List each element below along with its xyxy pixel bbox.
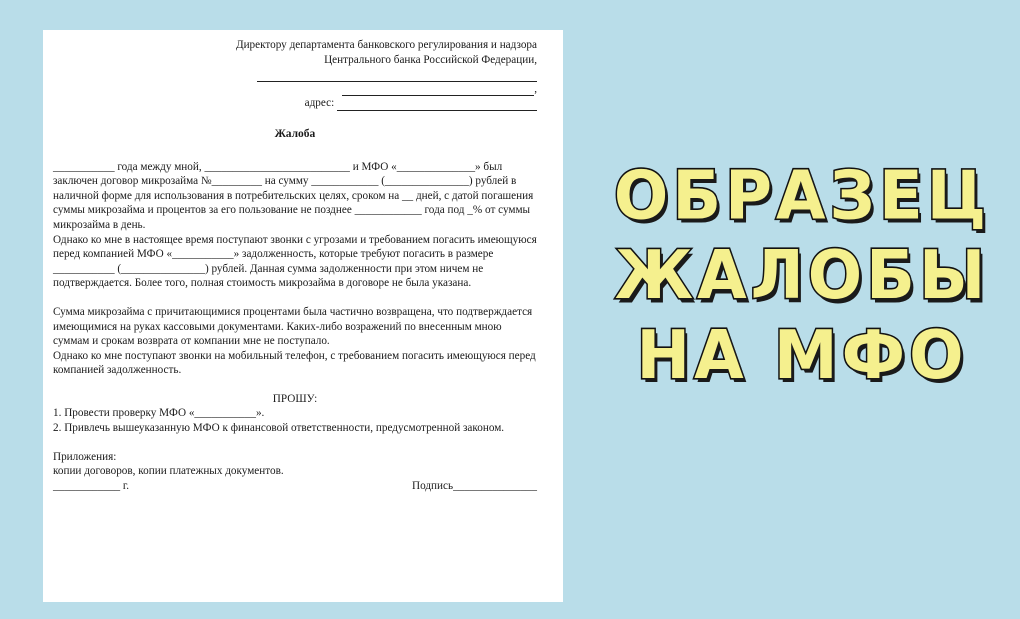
headline-line-1: ОБРАЗЕЦ — [613, 157, 991, 236]
addressee-line-2: Центрального банка Российской Федерации, — [324, 53, 537, 66]
name-blank-line — [257, 69, 537, 82]
attachments-label: Приложения: — [53, 450, 117, 463]
date-line: ____________ г. — [53, 479, 130, 492]
headline — [602, 156, 1002, 395]
addressee-line-1: Директору департамента банковского регулирования и надзора — [235, 39, 537, 51]
attachments-text: копии договоров, копии платежных документов. — [53, 465, 284, 478]
signature-line: Подпись_______________ — [412, 479, 537, 492]
request-heading: ПРОШУ: — [272, 392, 318, 405]
paragraph-calls: Однако ко мне в настоящее время поступают звонки с угрозами и требованием погасить имеющуюся перед компанией МФО «___________» задолженность, которые требуют погасить в размере ___________ (_______________) рублей. Данная сумма задолженности при этом ничем не подтверждается. Более того, полная стоимость микрозайма в договоре не была указана. — [53, 233, 537, 290]
addressee-block — [53, 38, 537, 111]
headline-line-2: ЖАЛОБЫ — [614, 237, 990, 315]
paragraph-repayment: Сумма микрозайма с причитающимися процентами была частично возвращена, что подтверждается имеющимися на руках кассовыми документами. Каких-либо возражений по внесенным мною суммам и срокам возврата от компании мне не поступало. — [53, 305, 533, 348]
name-blank-line-2 — [342, 83, 534, 96]
paragraph-contract: ___________ года между мной, __________________________ и МФО «______________» был заключен договор микрозайма №_________ на сумму ____________ (_______________) рублей в наличной форме для использования в потребительских целях, сроком на __ дней, с датой погашения суммы микрозайма и процентов за его пользование не позднее ____________ года под _% от суммы микрозайма в день. — [53, 160, 534, 231]
request-item-1: 1. Провести проверку МФО «___________». — [53, 407, 265, 420]
headline-line-3: НА МФО — [636, 316, 968, 395]
complaint-document — [43, 30, 563, 602]
document-title: Жалоба — [274, 127, 316, 140]
addressee-comma: , — [534, 82, 537, 95]
paragraph-phone-calls: Однако ко мне поступают звонки на мобильный телефон, с требованием погасить имеющуюся перед компанией задолженность. — [53, 349, 536, 377]
signature-row — [53, 479, 537, 494]
request-item-2: 2. Привлечь вышеуказанную МФО к финансовой ответственности, предусмотренной законом. — [53, 422, 505, 435]
address-blank-line — [337, 98, 537, 111]
address-label: адрес: — [304, 97, 335, 110]
